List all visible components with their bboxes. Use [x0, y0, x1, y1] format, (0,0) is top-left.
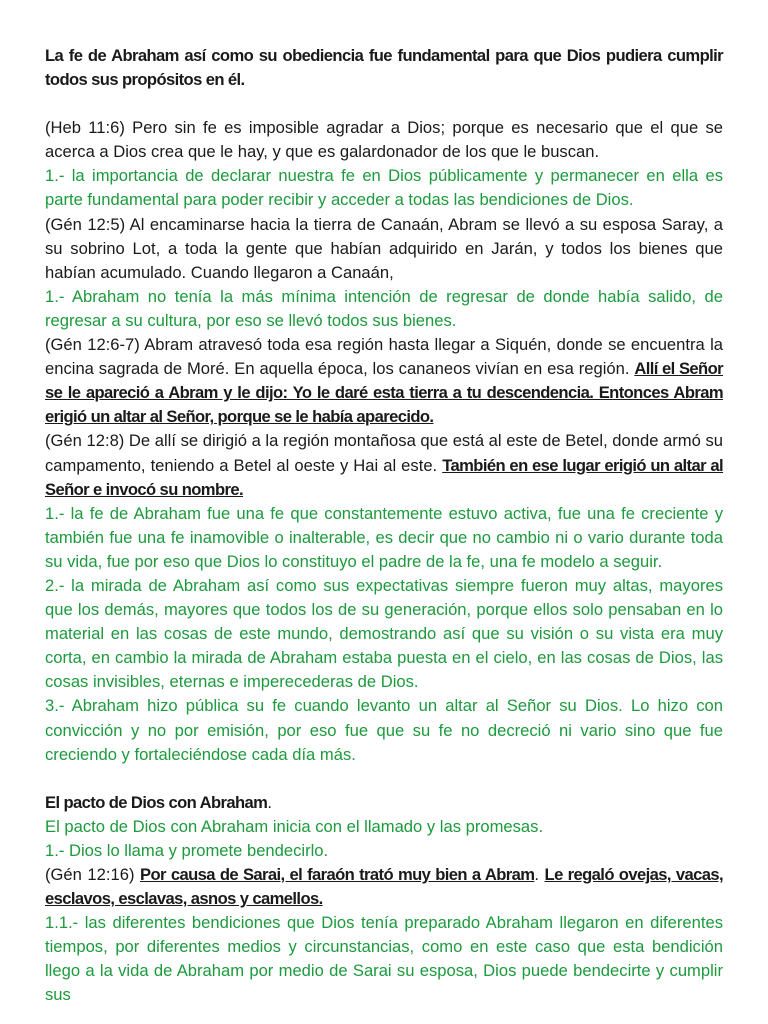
gen-12-6-7-text: (Gén 12:6-7) Abram atravesó toda esa región hasta llegar a Siquén, donde se encuentra la encina sagrada de Moré. En aquella época, los cananeos vivían en esa región.	[45, 335, 723, 379]
gen-12-16-paragraph	[45, 863, 723, 911]
pacto-heading-period: .	[267, 792, 272, 812]
pacto-point-1: 1.- Dios lo llama y promete bendecirlo.	[45, 840, 329, 860]
point-1-no-return: 1.- Abraham no tenía la más mínima intención de regresar de donde había salido, de regresar a su cultura, por eso se llevó todos sus bienes.	[45, 286, 723, 330]
point-1-active-faith: 1.- la fe de Abraham fue una fe que constantemente estuvo activa, fue una fe creciente y también fue una fe inamovible o inalterable, es decir que no cambio ni o vario durante toda su vida, fue por eso que Dios lo constituyo el padre de la fe, una fe modelo a seguir.	[45, 503, 723, 571]
gen-12-8-emphasis: También en ese lugar erigió un altar al Señor e invocó su nombre.	[45, 455, 724, 499]
document-body	[45, 44, 723, 1008]
point-3-public-faith: 3.- Abraham hizo pública su fe cuando levanto un altar al Señor su Dios. Lo hizo con convicción y no por emisión, por eso fue que su fe no decreció ni vario sino que fue creciendo y fortaleciéndose cada día más.	[45, 696, 723, 764]
point-1-1-blessings: 1.1.- las diferentes bendiciones que Dios tenía preparado Abraham llegaron en diferentes tiempos, por diferentes medios y circunstancias, como en este caso que esta bendición llego a la vida de Abraham por medio de Sarai su esposa, Dios puede bendecirte y cumplir sus	[45, 913, 723, 1005]
point-1-public-faith: 1.- la importancia de declarar nuestra fe en Dios públicamente y permanecer en ella es parte fundamental para poder recibir y acceder a todas las bendiciones de Dios.	[45, 166, 723, 210]
gen-12-8-text: (Gén 12:8) De allí se dirigió a la región montañosa que está al este de Betel, donde armó su campamento, teniendo a Betel al oeste y Hai al este.	[45, 431, 723, 475]
gen-12-16-ref: (Gén 12:16)	[45, 865, 141, 884]
pacto-intro: El pacto de Dios con Abraham inicia con el llamado y las promesas.	[45, 816, 544, 836]
gen-12-8-paragraph	[45, 429, 723, 501]
point-2-vision: 2.- la mirada de Abraham así como sus expectativas siempre fueron muy altas, mayores que los demás, mayores que todos los de su generación, porque ellos solo pensaban en lo material en las cosas de este mundo, demostrando así que su visión o su vista era muy corta, en cambio la mirada de Abraham estaba puesta en el cielo, en las cosas de Dios, las cosas invisibles, eternas e imperecederas de Dios.	[45, 575, 723, 692]
gen-12-16-emphasis-b: Le regaló ovejas, vacas, esclavos, esclavas, asnos y camellos.	[45, 865, 723, 909]
gen-12-16-emphasis-a: Por causa de Sarai, el faraón trató muy bien a Abram	[140, 865, 535, 884]
pacto-heading-line	[45, 791, 723, 815]
gen-12-5-paragraph: (Gén 12:5) Al encaminarse hacia la tierra de Canaán, Abram se llevó a su esposa Saray, a su sobrino Lot, a toda la gente que habían adquirido en Jarán, y todos los bienes que habían acumulado. Cuando llegaron a Canaán,	[45, 214, 723, 282]
gen-12-6-7-paragraph	[45, 333, 723, 429]
document-title: La fe de Abraham así como su obediencia fue fundamental para que Dios pudiera cumplir todos sus propósitos en él.	[45, 46, 723, 90]
section-spacer	[45, 767, 723, 791]
gen-12-6-7-emphasis: Allí el Señor se le apareció a Abram y le dijo: Yo le daré esta tierra a tu descendencia. Entonces Abram erigió un altar al Señor, porque se le había aparecido.	[45, 359, 723, 427]
heb-11-6-paragraph: (Heb 11:6) Pero sin fe es imposible agradar a Dios; porque es necesario que el que se acerca a Dios crea que le hay, y que es galardonador de los que le buscan.	[45, 118, 723, 162]
gen-12-16-separator: .	[534, 865, 545, 884]
pacto-heading: El pacto de Dios con Abraham	[45, 792, 268, 812]
